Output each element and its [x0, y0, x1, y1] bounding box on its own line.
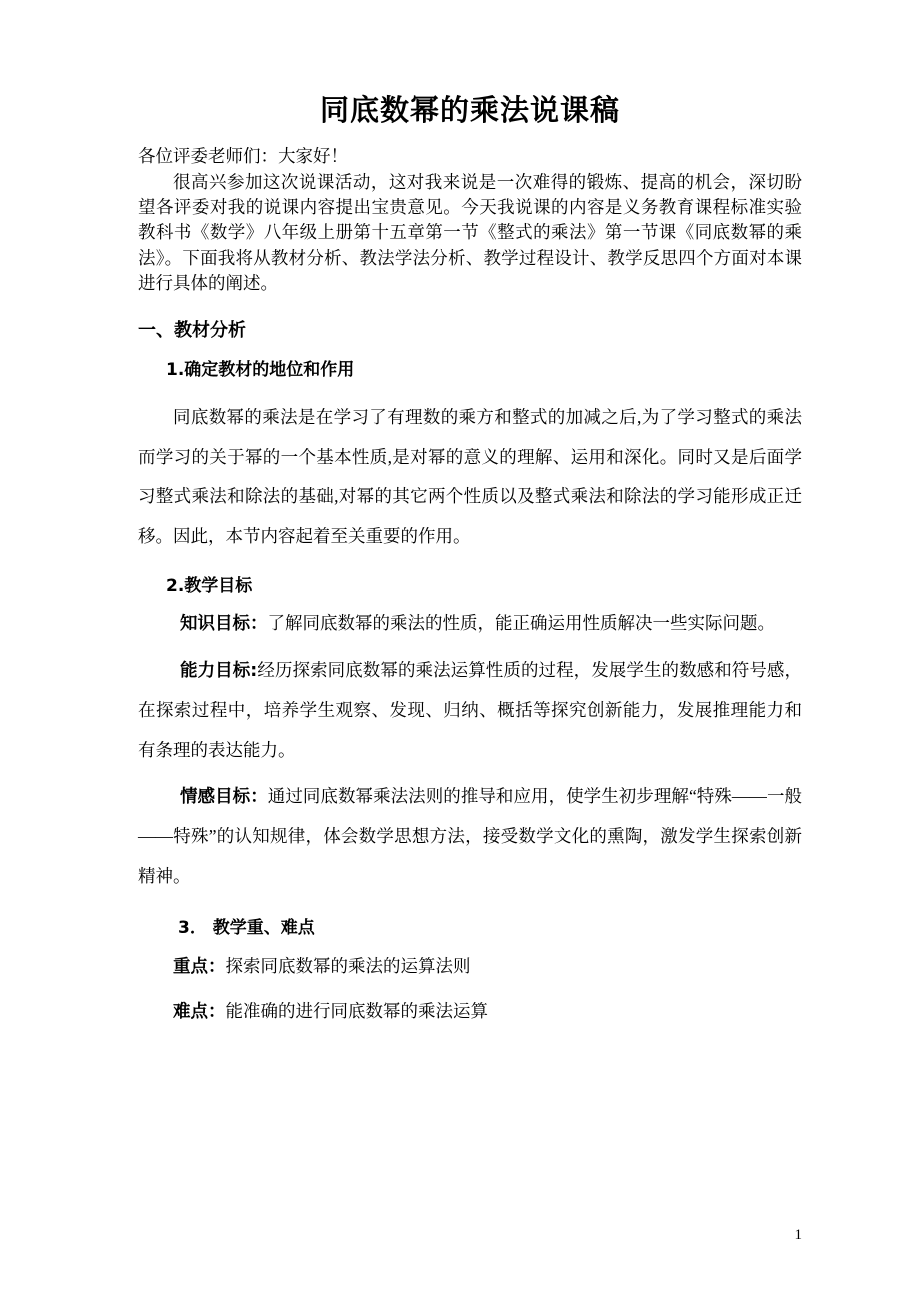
subsection-heading-1-3: 3． 教学重、难点 [178, 918, 315, 939]
goal-knowledge-label: 知识目标： [180, 614, 268, 635]
key-point-label: 重点： [173, 957, 226, 978]
goal-emotion-text: 通过同底数幂乘法法则的推导和应用，使学生初步理解“特殊——一般——特殊”的认知规律，体会数学思想方法，接受数学文化的熏陶，激发学生探索创新精神。 [138, 785, 803, 886]
subsection-heading-1-1: 1.确定教材的地位和作用 [166, 359, 355, 380]
goal-ability-text: 经历探索同底数幂的乘法运算性质的过程，发展学生的数感和符号感，在探索过程中，培养学生观察、发现、归纳、概括等探究创新能力，发展推理能力和有条理的表达能力。 [138, 659, 803, 761]
goal-ability-label: 能力目标: [180, 660, 258, 681]
page-number: 1 [794, 1227, 802, 1243]
goal-emotion-label: 情感目标： [180, 786, 268, 807]
subsection-heading-1-2: 2.教学目标 [166, 576, 253, 597]
subsection-body-1-1: 同底数幂的乘法是在学习了有理数的乘方和整式的加减之后,为了学习整式的乘法而学习的关于幂的一个基本性质,是对幂的意义的理解、运用和深化。同时又是后面学习整式乘法和除法的基础,对幂的其它两个性质以及整式乘法和除法的学习能形成正迁移。因此，本节内容起着至关重要的作用。 [138, 407, 802, 546]
section-heading-1: 一、教材分析 [138, 320, 246, 342]
key-point [138, 950, 802, 984]
page-title: 同底数幂的乘法说课稿 [319, 93, 620, 127]
difficult-point-label: 难点： [173, 1001, 226, 1022]
goal-ability [138, 651, 802, 771]
goal-knowledge [138, 604, 802, 645]
goal-knowledge-text: 了解同底数幂的乘法的性质，能正确运用性质解决一些实际问题。 [267, 613, 775, 634]
greeting-paragraph: 各位评委老师们：大家好！ [138, 145, 348, 166]
difficult-point-text: 能准确的进行同底数幂的乘法运算 [225, 1000, 488, 1021]
intro-paragraph: 很高兴参加这次说课活动，这对我来说是一次难得的锻炼、提高的机会，深切盼望各评委对我的说课内容提出宝贵意见。今天我说课的内容是义务教育课程标准实验教科书《数学》八年级上册第十五章第一节《整式的乘法》第一节课《同底数幂的乘法》。下面我将从教材分析、教法学法分析、教学过程设计、教学反思四个方面对本课进行具体的阐述。 [138, 171, 802, 294]
goal-emotion [138, 777, 802, 897]
difficult-point [138, 995, 802, 1029]
key-point-text: 探索同底数幂的乘法的运算法则 [225, 956, 471, 977]
